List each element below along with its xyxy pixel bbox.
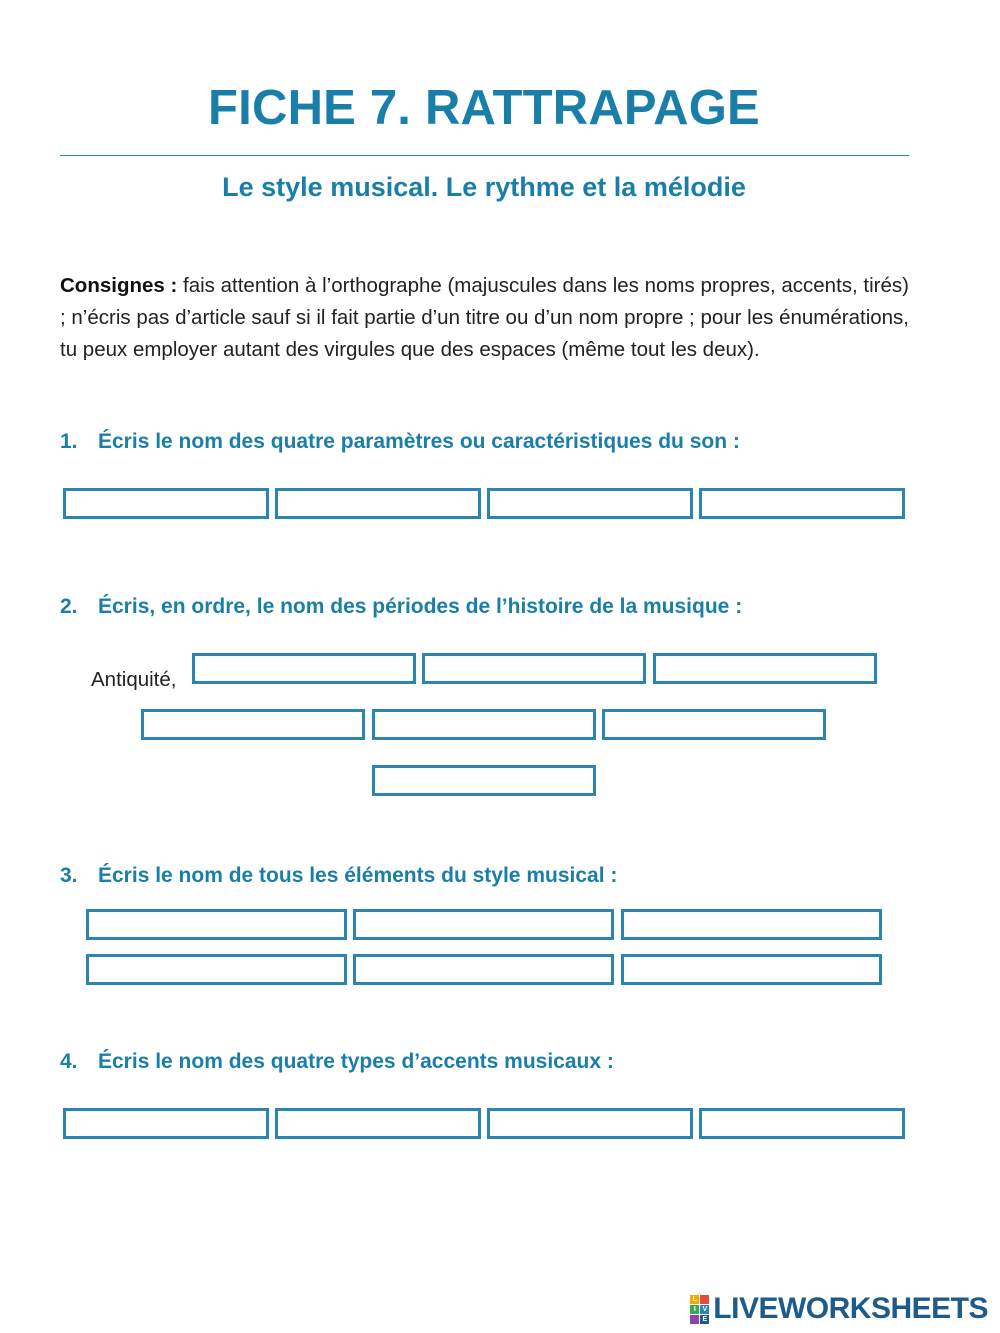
answer-prefix: Antiquité, xyxy=(91,668,177,691)
answer-box-q4-2[interactable] xyxy=(275,1108,481,1139)
answer-box-q1-4[interactable] xyxy=(699,488,905,519)
answer-box-q2-2[interactable] xyxy=(422,653,646,684)
instructions-label: Consignes : xyxy=(60,274,178,297)
question-4 xyxy=(60,1050,614,1074)
question-number: 3. xyxy=(60,864,78,887)
answer-box-q1-3[interactable] xyxy=(487,488,693,519)
question-text: Écris le nom de tous les éléments du style musical : xyxy=(98,864,618,887)
answer-box-q2-7[interactable] xyxy=(372,765,596,796)
page-title: FICHE 7. RATTRAPAGE xyxy=(208,81,760,135)
question-number: 2. xyxy=(60,595,78,618)
title-divider xyxy=(60,155,909,156)
answer-box-q3-2[interactable] xyxy=(353,909,614,940)
instructions xyxy=(60,270,909,366)
answer-box-q3-4[interactable] xyxy=(86,954,347,985)
logo-text: LIVEWORKSHEETS xyxy=(713,1292,988,1325)
answer-box-q1-1[interactable] xyxy=(63,488,269,519)
page-subtitle: Le style musical. Le rythme et la mélodie xyxy=(222,172,746,202)
answer-box-q4-1[interactable] xyxy=(63,1108,269,1139)
instructions-text: fais attention à l’orthographe (majuscules dans les noms propres, accents, tirés) ; n’écris pas d’article sauf si il fait partie d’un titre ou d’un nom propre ; pour les énumérations, tu peux employer autant des virgules que des espaces (même tout les deux). xyxy=(60,274,909,361)
question-1 xyxy=(60,430,740,454)
answer-box-q3-3[interactable] xyxy=(621,909,882,940)
answer-box-q3-6[interactable] xyxy=(621,954,882,985)
question-2 xyxy=(60,595,742,619)
question-text: Écris le nom des quatre paramètres ou caractéristiques du son : xyxy=(98,430,740,453)
answer-box-q2-1[interactable] xyxy=(192,653,416,684)
question-number: 1. xyxy=(60,430,78,453)
question-text: Écris le nom des quatre types d’accents musicaux : xyxy=(98,1050,614,1073)
answer-box-q2-6[interactable] xyxy=(602,709,826,740)
question-text: Écris, en ordre, le nom des périodes de l’histoire de la musique : xyxy=(98,595,743,618)
answer-box-q1-2[interactable] xyxy=(275,488,481,519)
question-3 xyxy=(60,864,617,888)
answer-box-q2-4[interactable] xyxy=(141,709,365,740)
answer-box-q3-5[interactable] xyxy=(353,954,614,985)
liveworksheets-logo xyxy=(690,1292,988,1326)
answer-box-q4-4[interactable] xyxy=(699,1108,905,1139)
question-number: 4. xyxy=(60,1050,78,1073)
answer-box-q3-1[interactable] xyxy=(86,909,347,940)
answer-box-q2-3[interactable] xyxy=(653,653,877,684)
answer-box-q2-5[interactable] xyxy=(372,709,596,740)
answer-box-q4-3[interactable] xyxy=(487,1108,693,1139)
logo-mark-icon: L I V E xyxy=(690,1295,709,1324)
